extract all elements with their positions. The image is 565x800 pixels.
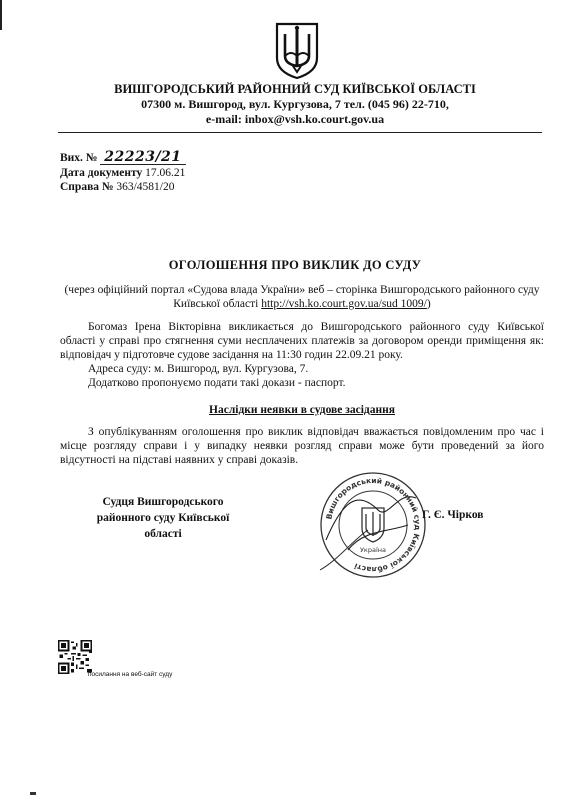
judge-name: Г. Є. Чірков	[422, 509, 484, 521]
date-value: 17.06.21	[145, 167, 186, 179]
header-divider	[58, 132, 542, 133]
date-label: Дата документу	[60, 167, 143, 179]
judge-position-line2: районного суду Київської області	[96, 512, 230, 540]
evidence-paragraph: Додатково пропонуємо подати такі докази - паспорт.	[88, 377, 346, 389]
trident-crest-icon	[273, 20, 321, 80]
case-number	[60, 180, 174, 194]
court-seal-stamp	[318, 470, 428, 580]
intro-paragraph	[60, 283, 544, 311]
judge-position-line1: Судця Вишгородського	[102, 496, 224, 508]
consequences-heading: Наслідки неявки в судове засідання	[209, 404, 395, 416]
scan-corner-mark	[30, 792, 36, 795]
outgoing-value: 22223/21	[100, 150, 185, 165]
document-date	[60, 166, 185, 180]
seal-bottom-text: Україна	[359, 546, 387, 554]
consequences-paragraph: З опублікуванням оголошення про виклик відповідач вважається повідомленим про час і місце розгляду справи і у випадку неявки розгляд справи може бути проведений за його відсутності на підставі наявних у справі доказів.	[60, 426, 544, 466]
outgoing-number	[60, 150, 186, 165]
intro-text: (через офіційний портал «Судова влада України» веб – сторінка Вишгородського районного суду Київської області	[64, 284, 540, 310]
judge-position	[88, 494, 238, 542]
seal-ring-text: Вишгородський районний суд Київської області	[324, 475, 423, 575]
document-title: ОГОЛОШЕННЯ ПРО ВИКЛИК ДО СУДУ	[168, 258, 422, 272]
court-email: e-mail: inbox@vsh.ko.court.gov.ua	[205, 112, 385, 126]
case-value: 363/4581/20	[116, 181, 175, 193]
outgoing-label: Вих. №	[60, 152, 98, 164]
summons-paragraph: Богомаз Ірена Вікторівна викликається до Вишгородського районного суду Київської області у справі про стягнення суми несплачених платежів за договором оренди приміщення як: відповідач у підготовче судове засідання на 11:30 годин 22.09.21 року.	[60, 321, 544, 361]
case-label: Справа №	[60, 181, 114, 193]
qr-code-icon[interactable]	[58, 640, 92, 674]
scan-edge-mark	[0, 0, 2, 30]
court-website-link[interactable]: http://vsh.ko.court.gov.ua/sud 1009/	[261, 298, 427, 310]
intro-close: )	[426, 298, 431, 310]
qr-caption: посилання на веб-сайт суду	[88, 671, 173, 678]
court-address: 07300 м. Вишгород, вул. Кургузова, 7 тел. (045 96) 22-710,	[141, 97, 449, 111]
court-name: ВИШГОРОДСЬКИЙ РАЙОННИЙ СУД КИЇВСЬКОЇ ОБЛАСТІ	[114, 82, 476, 96]
court-address-paragraph: Адреса суду: м. Вишгород, вул. Кургузова, 7.	[88, 363, 309, 375]
